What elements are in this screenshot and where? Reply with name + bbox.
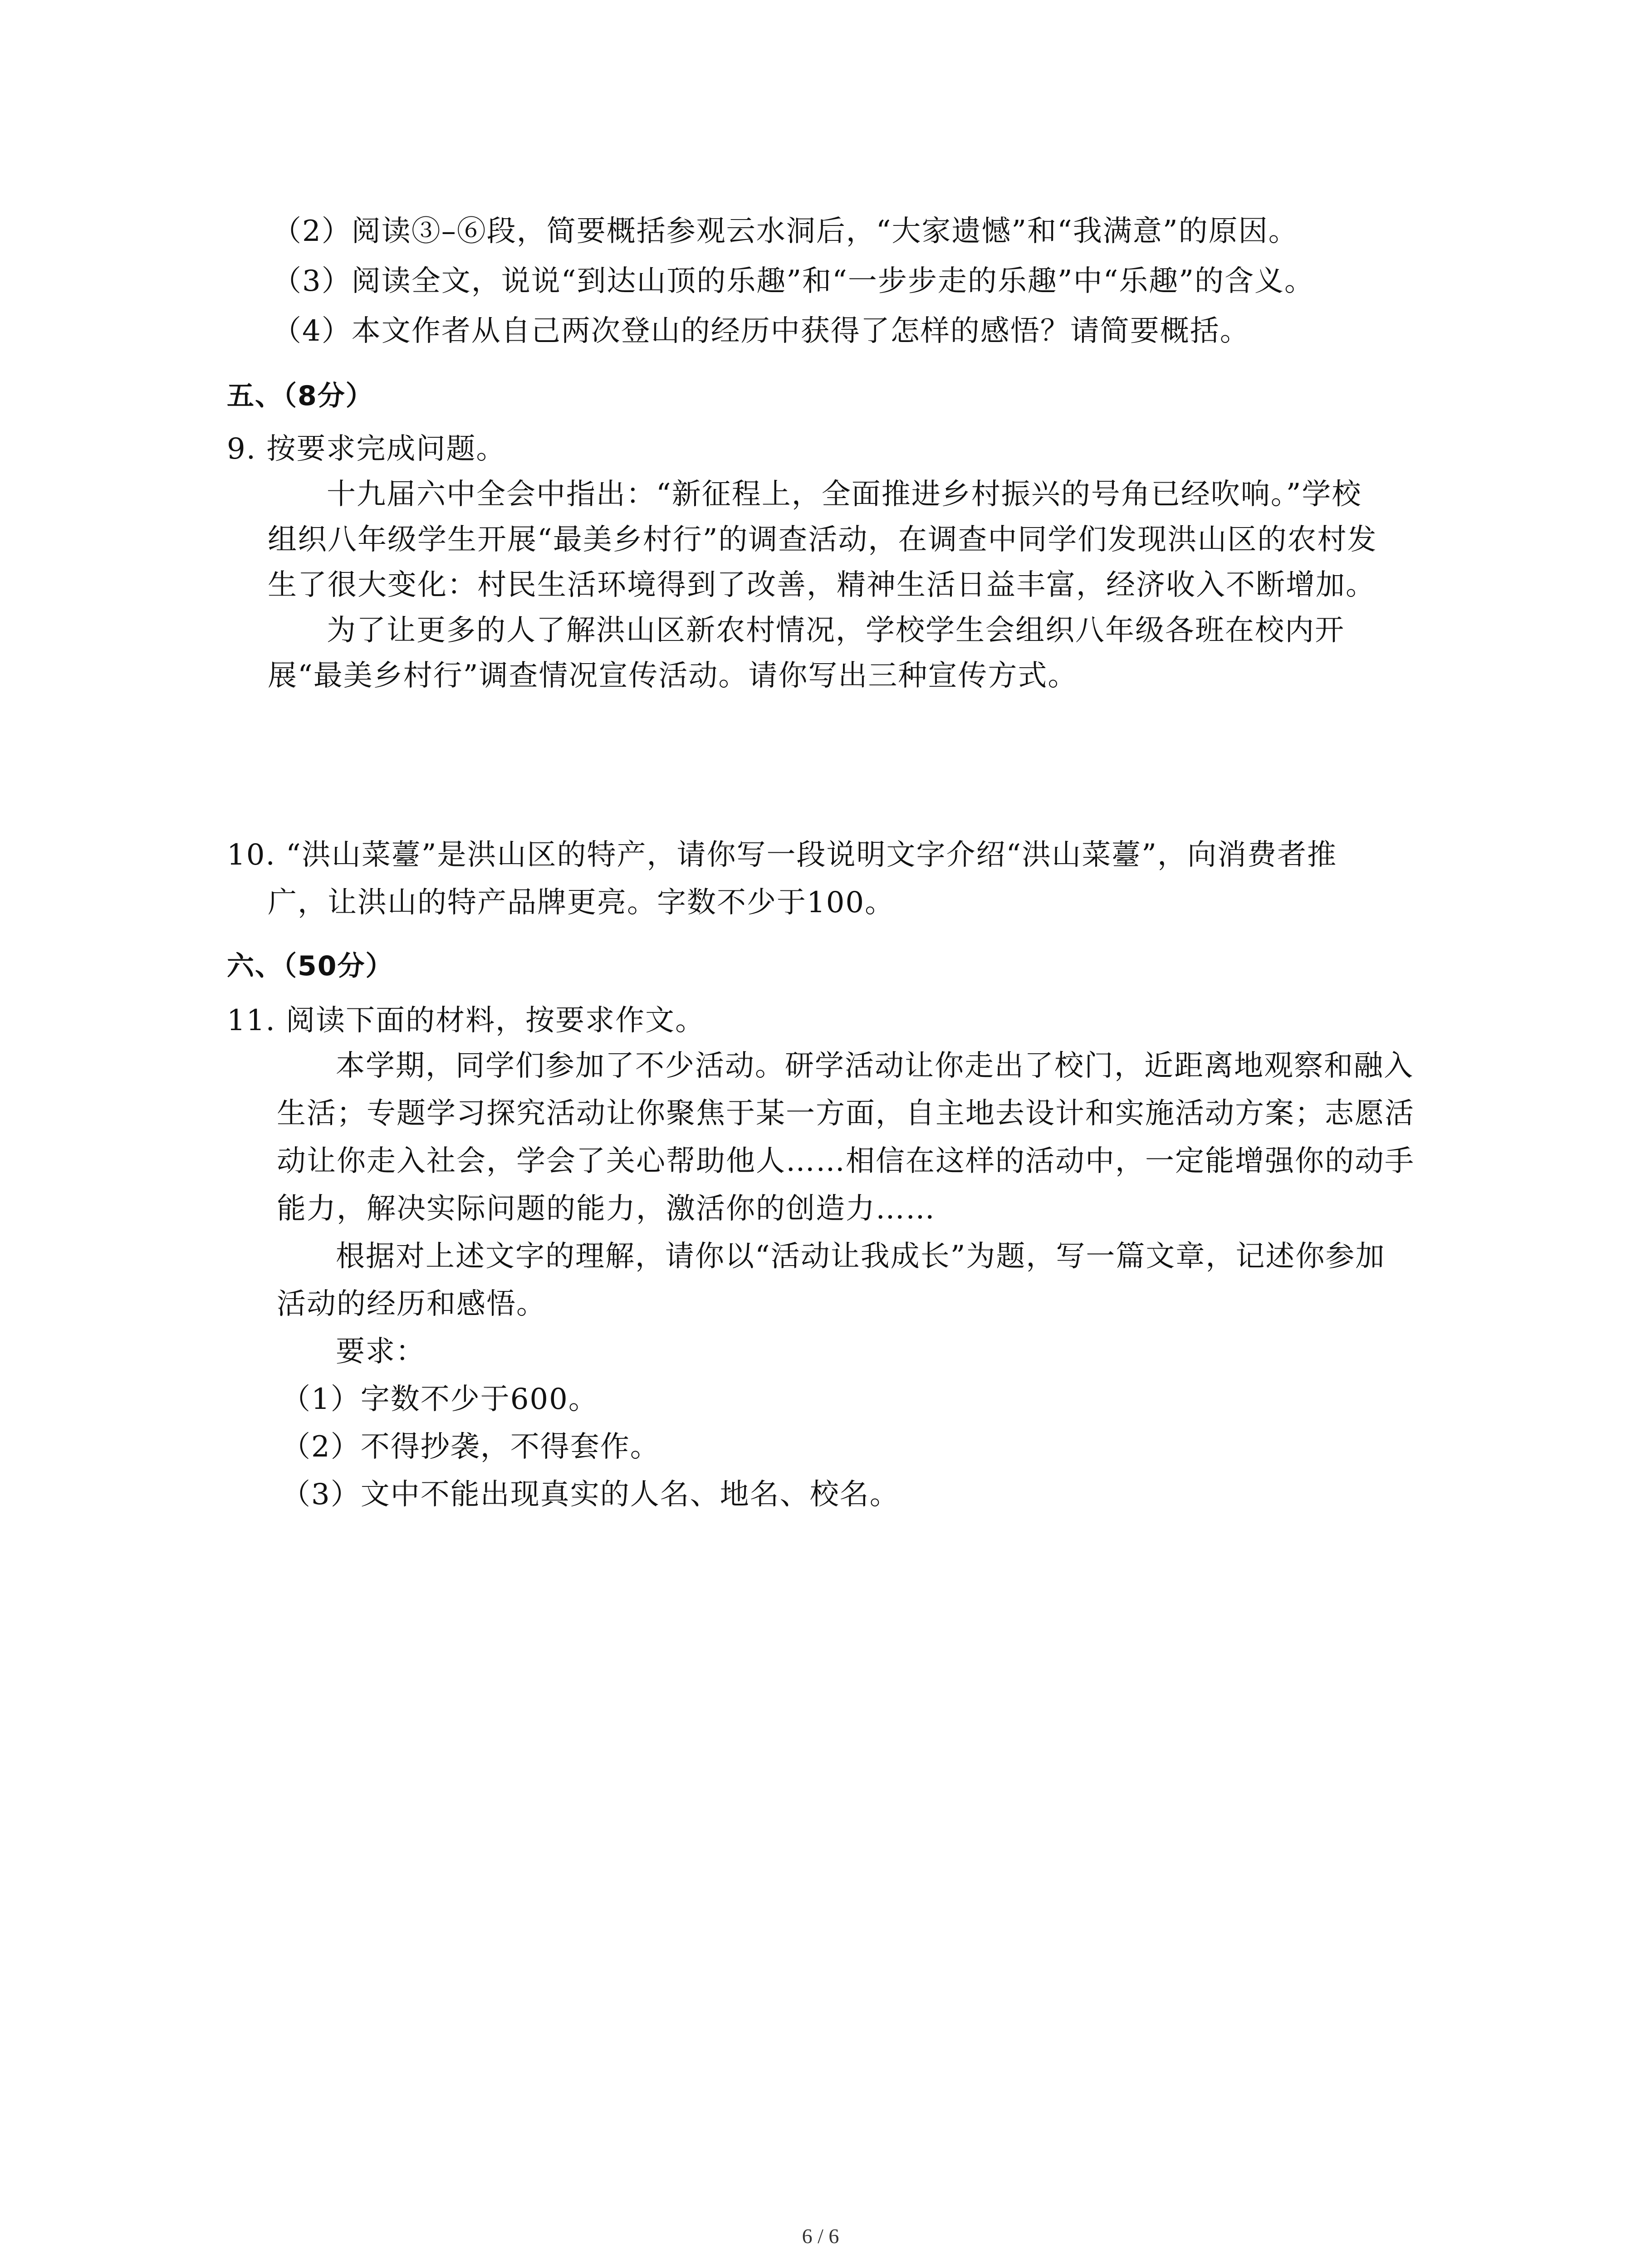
question-9-title: 9. 按要求完成问题。	[227, 432, 506, 466]
question-4-sub2: （2）阅读③–⑥段，简要概括参观云水洞后，“大家遗憾”和“我满意”的原因。	[272, 215, 1298, 248]
question-9-para1-line2: 组织八年级学生开展“最美乡村行”的调查活动，在调查中同学们发现洪山区的农村发	[268, 523, 1377, 557]
question-9-para1-line3: 生了很大变化：村民生活环境得到了改善，精神生活日益丰富，经济收入不断增加。	[268, 568, 1376, 602]
question-11-para2-line1: 根据对上述文字的理解，请你以“活动让我成长”为题，写一篇文章，记述你参加	[336, 1240, 1386, 1273]
requirement-item: （1）字数不少于600。	[281, 1383, 598, 1416]
question-11-para1-line3: 动让你走入社会，学会了关心帮助他人……相信在这样的活动中，一定能增强你的动手	[277, 1144, 1415, 1178]
section-6-heading: 六、（50分）	[227, 950, 394, 982]
requirements-label: 要求：	[336, 1335, 426, 1369]
requirement-item: （2）不得抄袭，不得套作。	[281, 1430, 660, 1464]
question-11-title: 11. 阅读下面的材料，按要求作文。	[227, 1004, 705, 1037]
question-9-para2-line2: 展“最美乡村行”调查情况宣传活动。请你写出三种宣传方式。	[268, 659, 1078, 693]
page-number: 6 / 6	[802, 2224, 839, 2248]
question-4-sub4: （4）本文作者从自己两次登山的经历中获得了怎样的感悟？请简要概括。	[272, 314, 1250, 348]
question-11-para1-line1: 本学期，同学们参加了不少活动。研学活动让你走出了校门，近距离地观察和融入	[336, 1049, 1414, 1083]
question-11-para1-line2: 生活；专题学习探究活动让你聚焦于某一方面，自主地去设计和实施活动方案；志愿活	[277, 1097, 1415, 1130]
section-5-heading: 五、（8分）	[227, 380, 374, 412]
question-4-sub3: （3）阅读全文，说说“到达山顶的乐趣”和“一步步走的乐趣”中“乐趣”的含义。	[272, 264, 1315, 298]
question-9-para1-line1: 十九届六中全会中指出：“新征程上，全面推进乡村振兴的号角已经吹响。”学校	[327, 478, 1362, 511]
requirement-item: （3）文中不能出现真实的人名、地名、校名。	[281, 1478, 900, 1511]
question-9-para2-line1: 为了让更多的人了解洪山区新农村情况，学校学生会组织八年级各班在校内开	[327, 614, 1345, 647]
question-10-line2: 广，让洪山的特产品牌更亮。字数不少于100。	[268, 886, 895, 919]
question-11-para1-line4: 能力，解决实际问题的能力，激活你的创造力……	[277, 1192, 936, 1226]
question-11-para2-line2: 活动的经历和感悟。	[277, 1287, 546, 1321]
question-10-line1: 10. “洪山菜薹”是洪山区的特产，请你写一段说明文字介绍“洪山菜薹”，向消费者推	[227, 838, 1337, 872]
